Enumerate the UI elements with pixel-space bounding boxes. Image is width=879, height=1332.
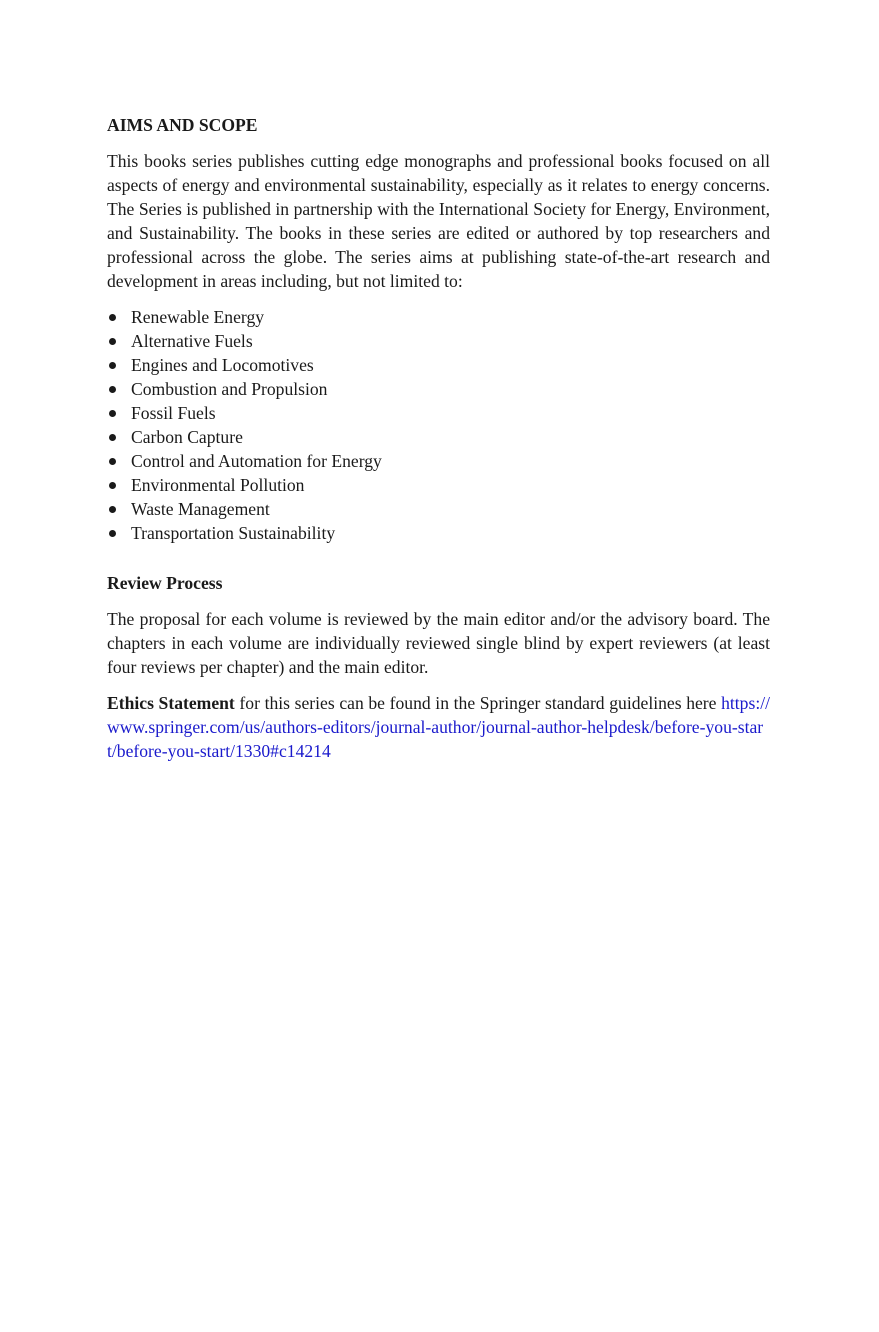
list-item: Transportation Sustainability (107, 521, 770, 545)
list-item: Renewable Energy (107, 305, 770, 329)
bullet-icon (109, 362, 116, 369)
list-item: Control and Automation for Energy (107, 449, 770, 473)
list-item: Alternative Fuels (107, 329, 770, 353)
review-process-paragraph: The proposal for each volume is reviewed by the main editor and/or the advisory board. The chapters in each volume are individually reviewed single blind by expert reviewers (at least four reviews per chapter) and the main editor. (107, 609, 770, 677)
list-item: Waste Management (107, 497, 770, 521)
bullet-icon (109, 338, 116, 345)
ethics-statement-lead: Ethics Statement (107, 693, 235, 713)
bullet-icon (109, 386, 116, 393)
list-item: Fossil Fuels (107, 401, 770, 425)
list-item: Environmental Pollution (107, 473, 770, 497)
ethics-statement-paragraph (107, 691, 770, 763)
bullet-icon (109, 314, 116, 321)
bullet-icon (109, 506, 116, 513)
list-item: Combustion and Propulsion (107, 377, 770, 401)
bullet-icon (109, 530, 116, 537)
springer-guidelines-link[interactable]: https://www.springer.com/us/authors-editors/journal-author/journal-author-helpdesk/before-you-start/before-you-start/1330#c14214 (107, 693, 770, 761)
page-content (107, 113, 770, 763)
review-process-heading: Review Process (107, 573, 223, 593)
list-item: Engines and Locomotives (107, 353, 770, 377)
bullet-icon (109, 410, 116, 417)
topic-list (107, 305, 770, 545)
aims-scope-heading: AIMS AND SCOPE (107, 115, 258, 135)
bullet-icon (109, 434, 116, 441)
ethics-statement-text: for this series can be found in the Springer standard guidelines here (234, 693, 722, 713)
aims-scope-paragraph: This books series publishes cutting edge monographs and professional books focused on all aspects of energy and environmental sustainability, especially as it relates to energy concerns. The Series is published in partnership with the International Society for Energy, Environment, and Sustainability. The books in these series are edited or authored by top researchers and professional across the globe. The series aims at publishing state-of-the-art research and development in areas including, but not limited to: (107, 151, 770, 291)
bullet-icon (109, 482, 116, 489)
bullet-icon (109, 458, 116, 465)
list-item: Carbon Capture (107, 425, 770, 449)
